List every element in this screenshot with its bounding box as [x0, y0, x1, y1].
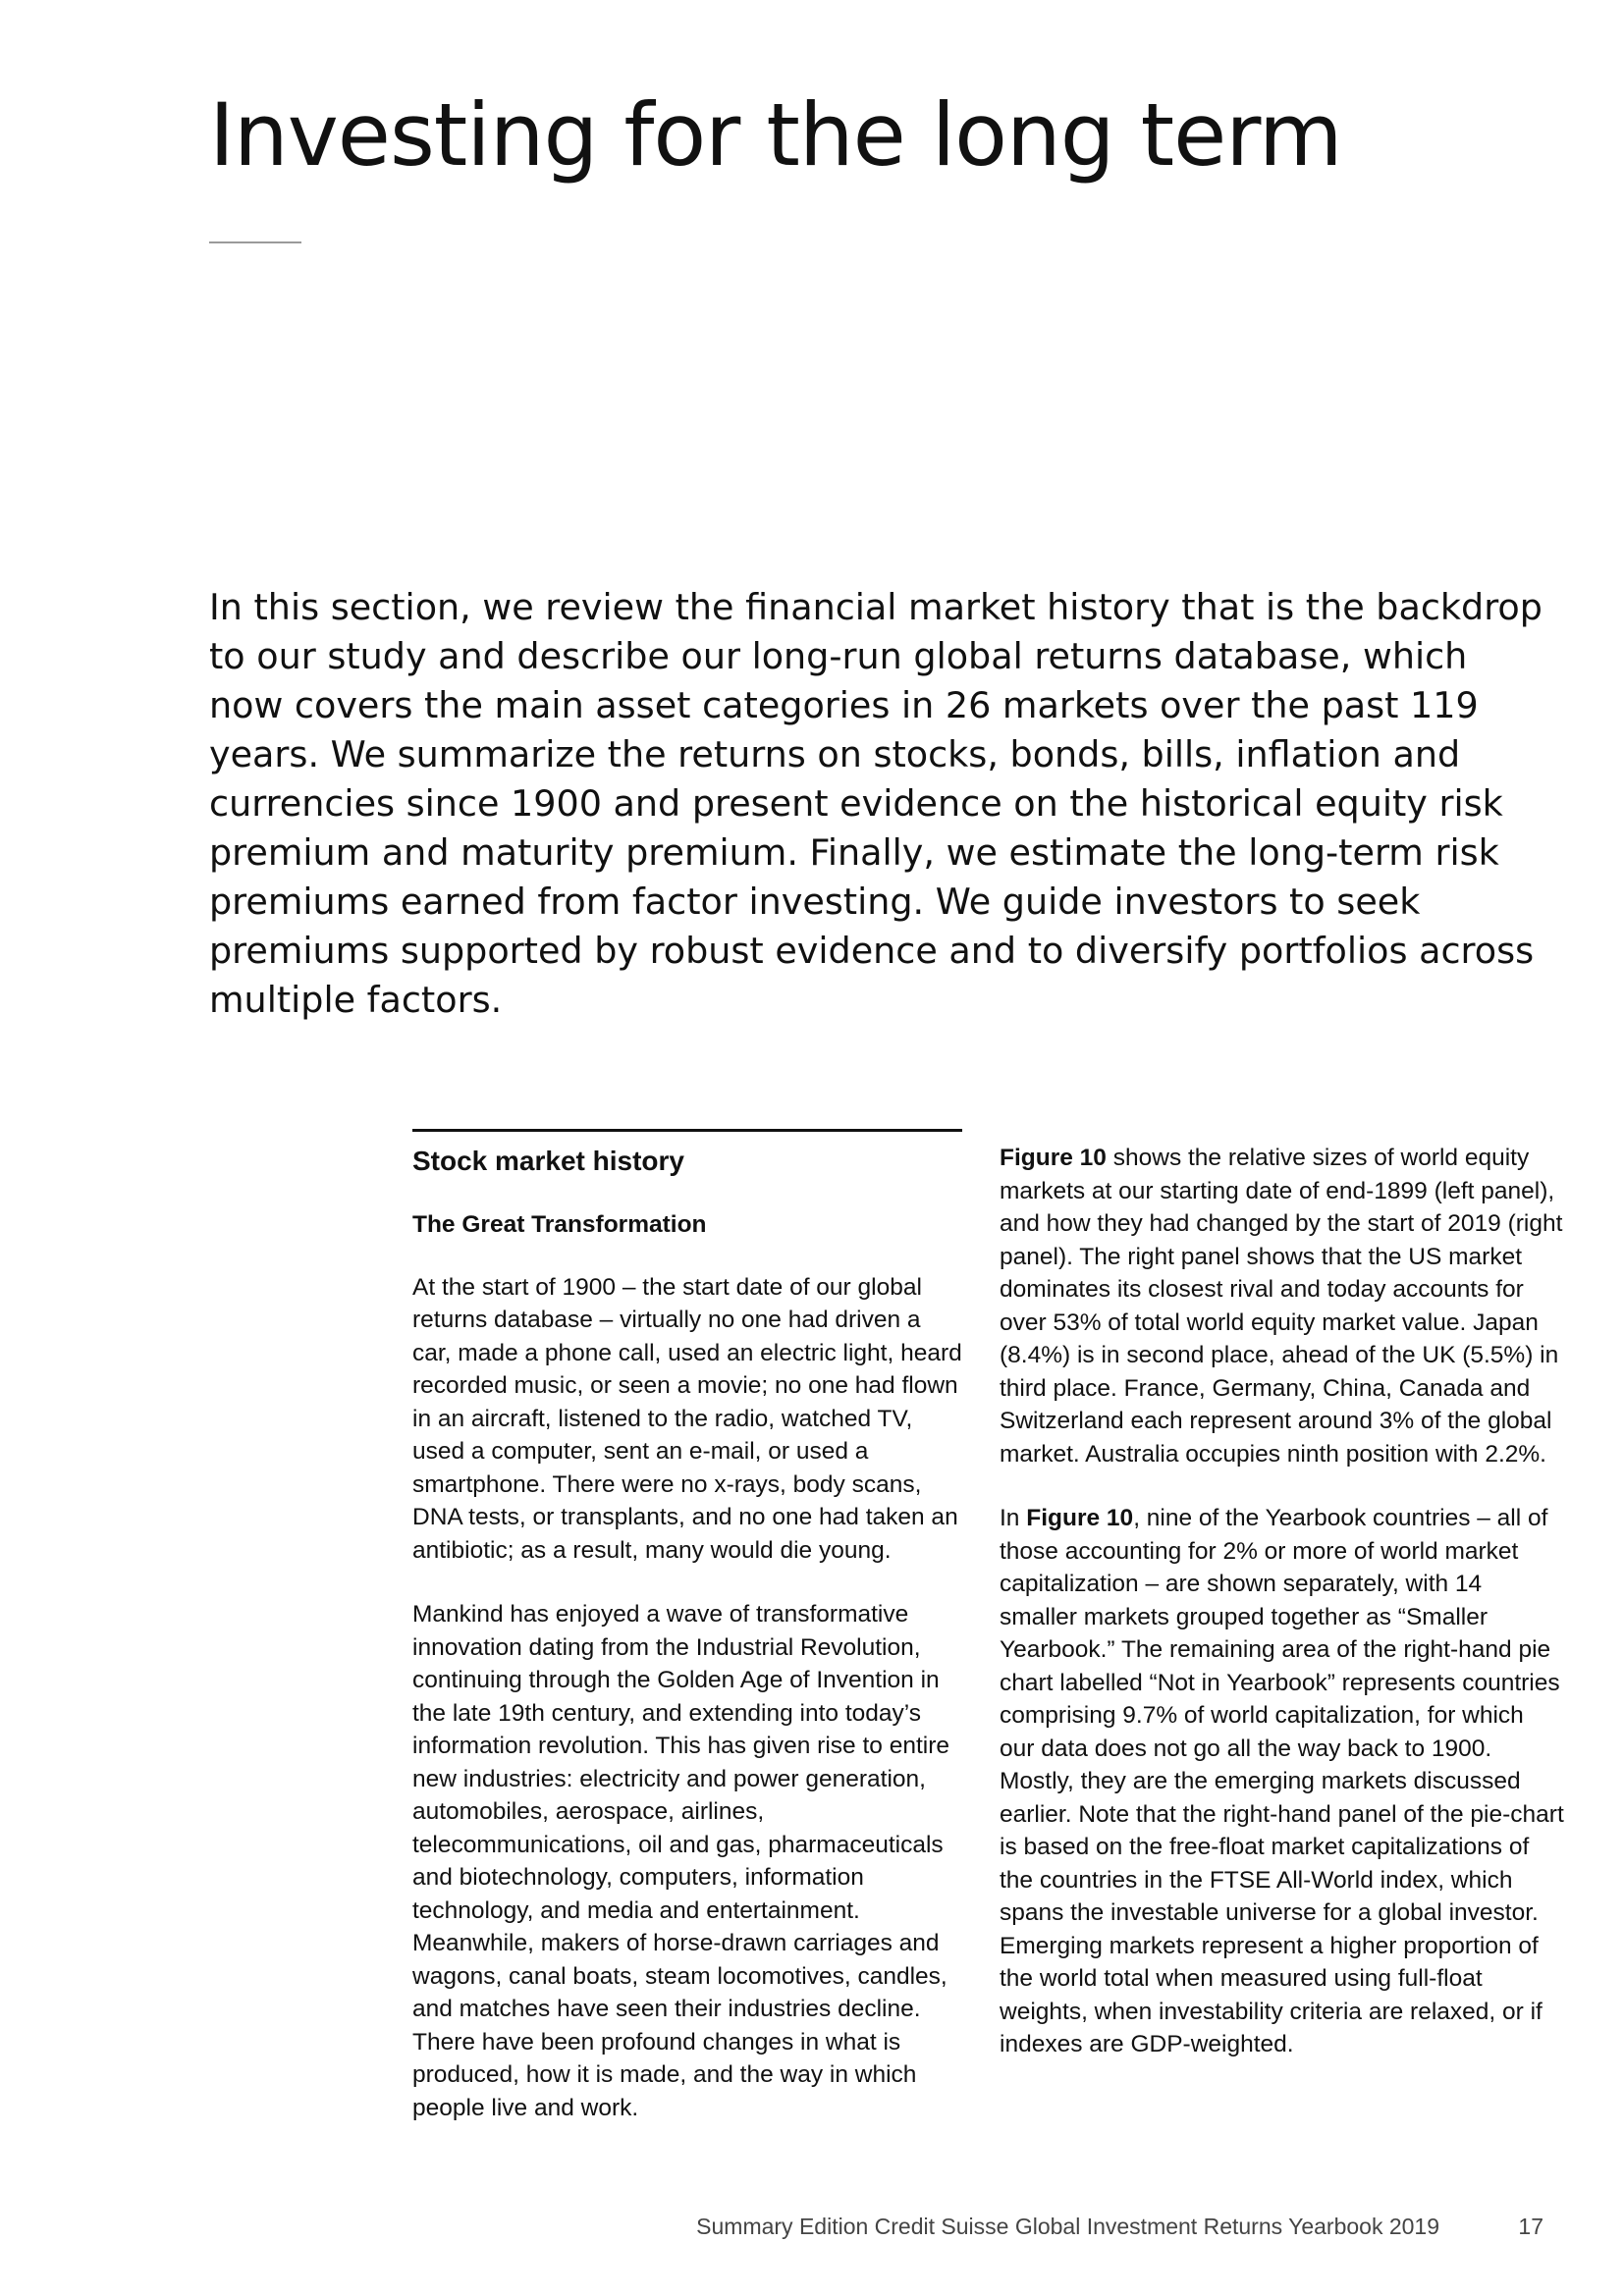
body-paragraph: [1000, 1502, 1564, 2061]
title-underline-rule: [209, 241, 301, 243]
intro-paragraph: In this section, we review the financial market history that is the backdrop to our study and describe our long-run global returns database, which now covers the main asset categories in 26 markets over the past 119 years. We summarize the returns on stocks, bonds, bills, inflation and currencies since 1900 and present evidence on the historical equity risk premium and maturity premium. Finally, we estimate the long-term risk premiums earned from factor investing. We guide investors to seek premiums supported by robust evidence and to diversify portfolios across multiple factors.: [209, 586, 1543, 1021]
paragraph-text: shows the relative sizes of world equity markets at our starting date of end-1899 (left panel), and how they had changed by the start of 2019 (right panel). The right panel shows that the US market dominates its closest rival and today accounts for over 53% of total world equity market value. Japan (8.4%) is in second place, ahead of the UK (5.5%) in third place. France, Germany, China, Canada and Switzerland each represent around 3% of the global market. Australia occupies ninth position with 2.2%.: [1000, 1145, 1563, 1468]
figure-reference: Figure 10: [1000, 1145, 1107, 1171]
right-column: [1000, 1129, 1564, 2093]
paragraph-lead: In: [1000, 1505, 1027, 1531]
page-number: 17: [1518, 2214, 1543, 2239]
body-paragraph: At the start of 1900 – the start date of our global returns database – virtually no one had driven a car, made a phone call, used an electric light, heard recorded music, or seen a movie; no one had flown in an aircraft, listened to the radio, watched TV, used a computer, sent an e-mail, or used a smartphone. There were no x-rays, body scans, DNA tests, or transplants, and no one had taken an antibiotic; as a result, many would die young.: [412, 1273, 962, 1564]
body-paragraph: [1000, 1142, 1564, 1470]
left-column: [412, 1129, 962, 2156]
section-top-rule: [412, 1129, 962, 1132]
footer-publication-title: Summary Edition Credit Suisse Global Investment Returns Yearbook 2019: [696, 2214, 1439, 2239]
section-heading: Stock market history: [412, 1146, 684, 1176]
body-paragraph: Mankind has enjoyed a wave of transformative innovation dating from the Industrial Revolution, continuing through the Golden Age of Invention in the late 19th century, and extending into today’s information revolution. This has given rise to entire new industries: electricity and power generation, automobiles, aerospace, airlines, telecommunications, oil and gas, pharmaceuticals and biotechnology, computers, information technology, and media and entertainment. Meanwhile, makers of horse-drawn carriages and wagons, canal boats, steam locomotives, candles, and matches have seen their industries decline. There have been profound changes in what is produced, how it is made, and the way in which people live and work.: [412, 1601, 949, 2121]
sub-heading: The Great Transformation: [412, 1211, 707, 1238]
figure-reference: Figure 10: [1026, 1505, 1134, 1531]
paragraph-text: , nine of the Yearbook countries – all of those accounting for 2% or more of world market capitalization – are shown separately, with 14 smaller markets grouped together as “Smaller Yearbook.” The remaining area of the right-hand pie chart labelled “Not in Yearbook” represents countries comprising 9.7% of world capitalization, for which our data does not go all the way back to 1900. Mostly, they are the emerging markets discussed earlier. Note that the right-hand panel of the pie-chart is based on the free-float market capitalizations of the countries in the FTSE All-World index, which spans the investable universe for a global investor. Emerging markets represent a higher proportion of the world total when measured using full-float weights, when investability criteria are relaxed, or if indexes are GDP-weighted.: [1000, 1505, 1564, 2057]
page-title: Investing for the long term: [209, 84, 1342, 186]
